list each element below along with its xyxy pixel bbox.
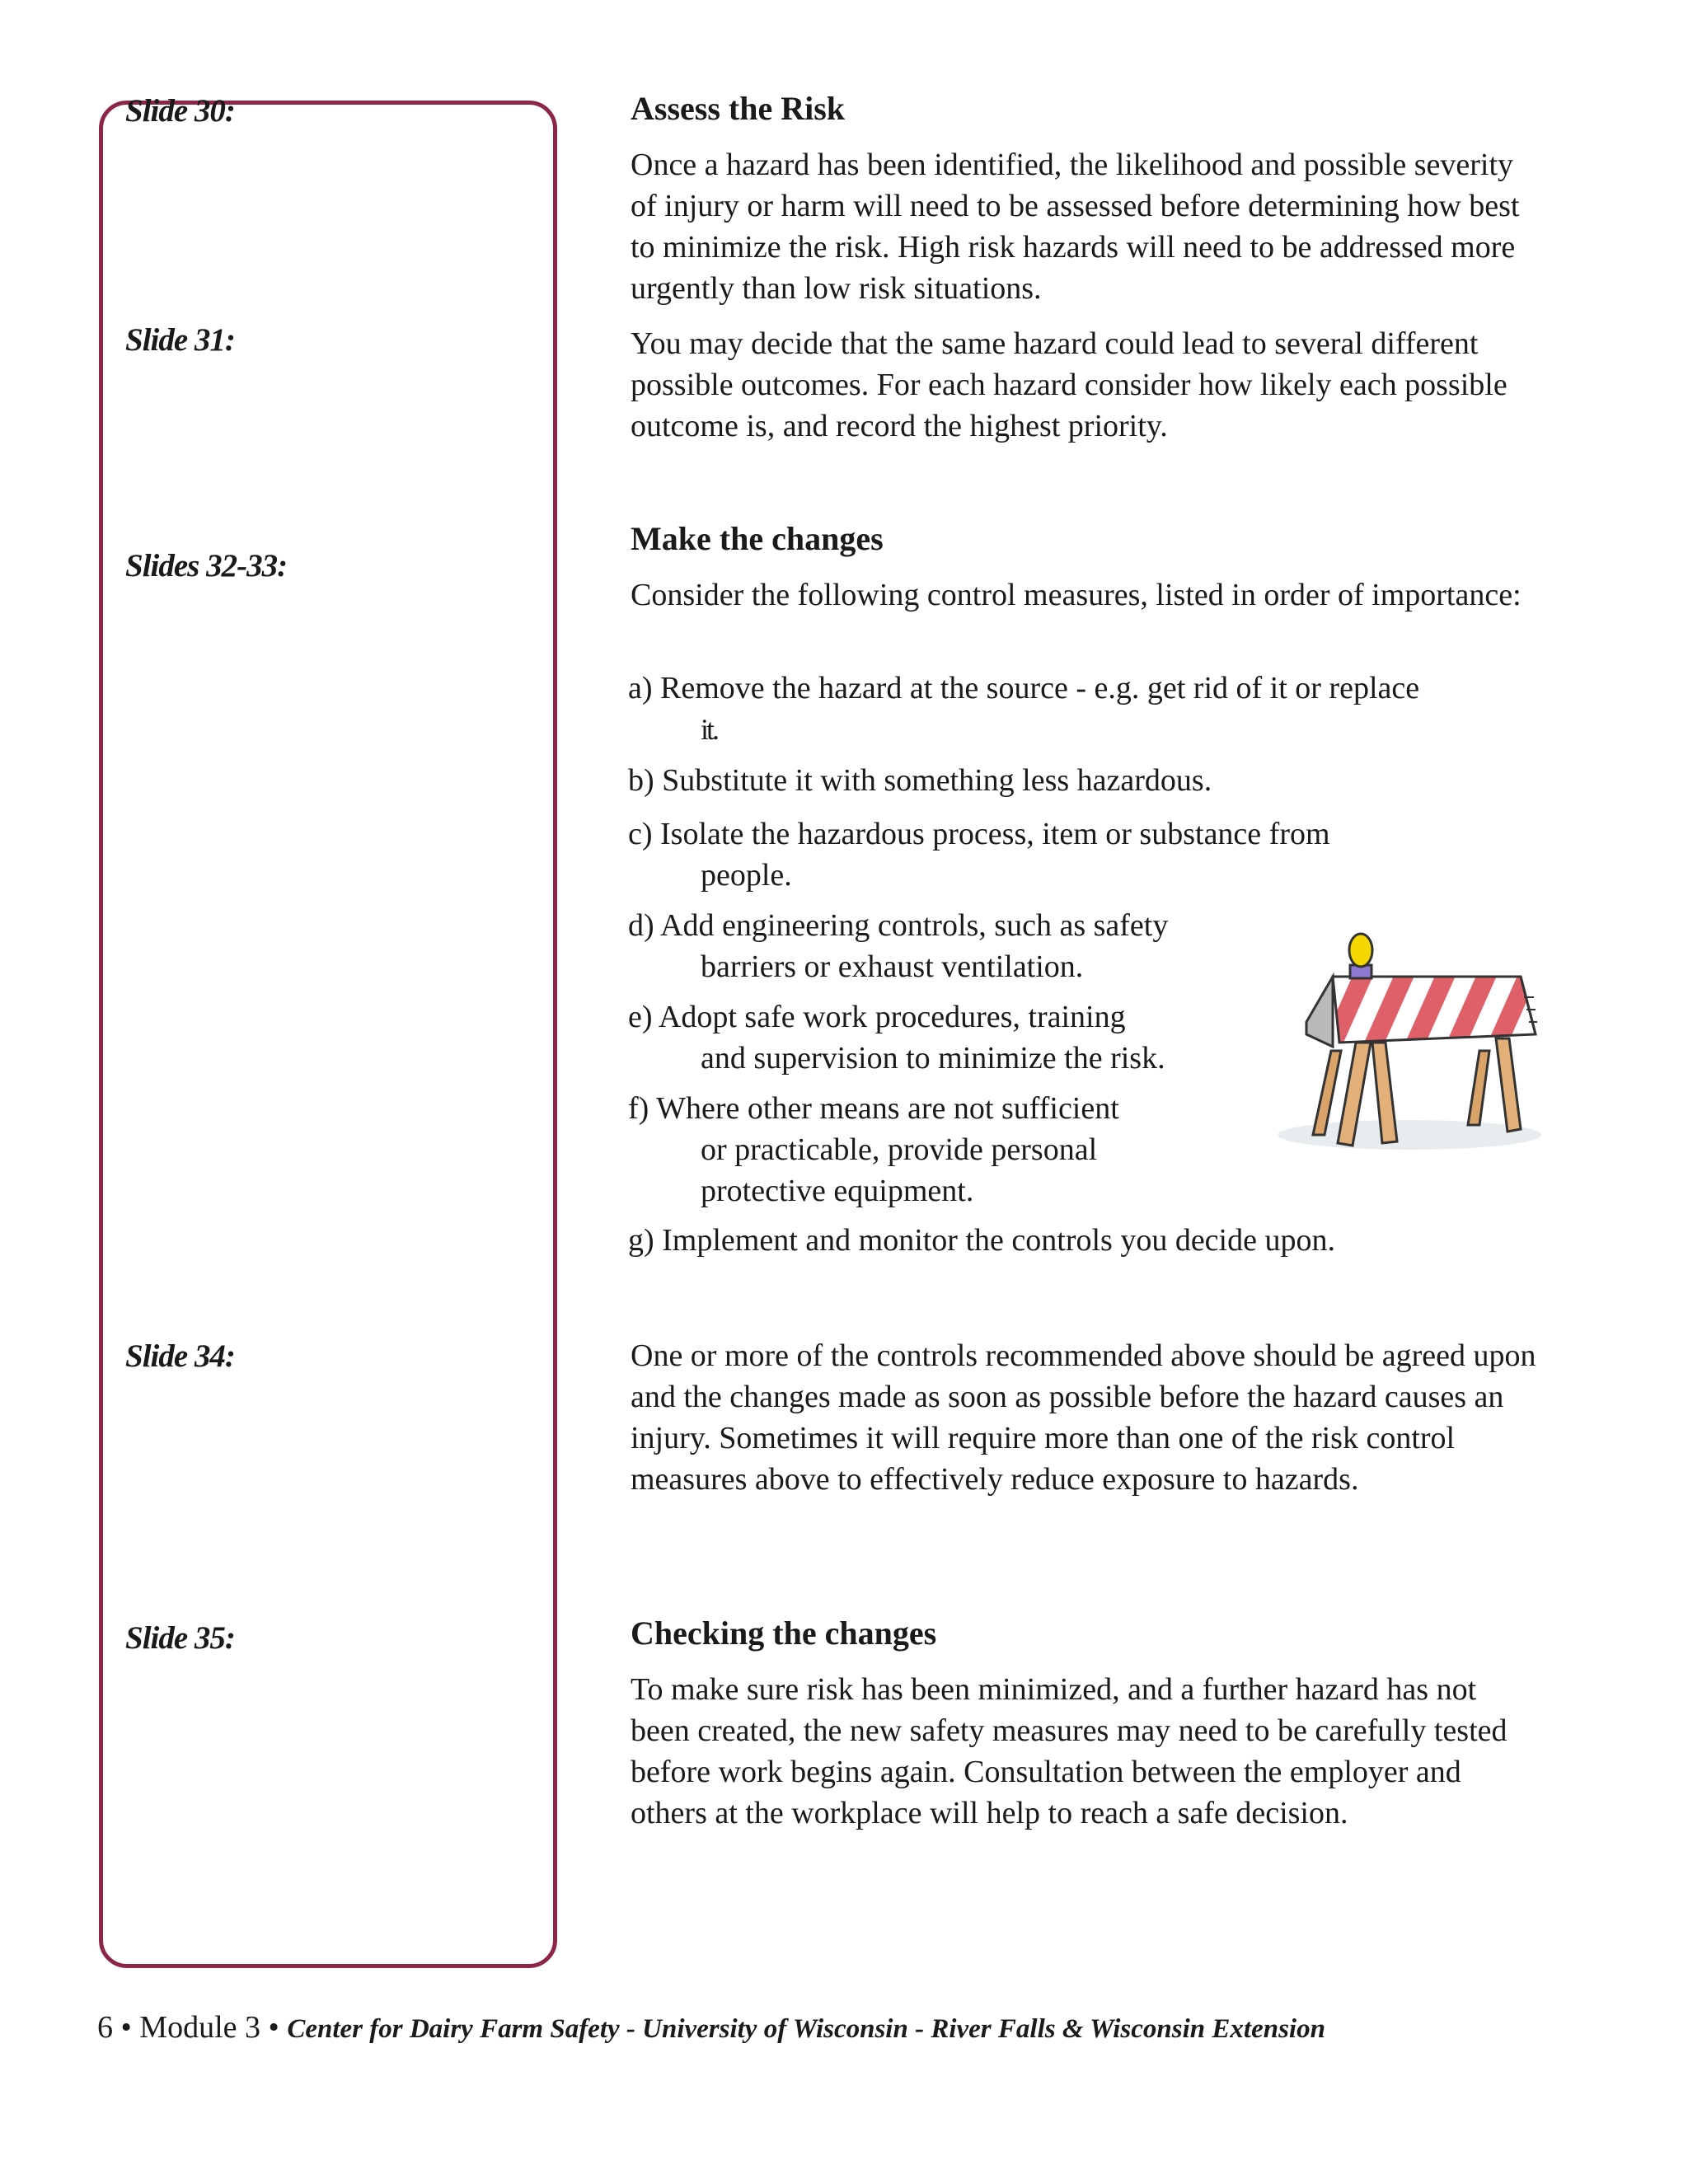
control-item-f — [628, 1088, 1119, 1212]
assess-paragraph-2: You may decide that the same hazard could lead to several different possible outcomes. For each hazard consider how likely each possible outcome is, and record the highest priority. — [631, 326, 1507, 443]
checking-paragraph: To make sure risk has been minimized, and a further hazard has not been created, the new safety measures may need to be carefully tested before work begins again. Consultation between the employer and others at the workplace will help to reach a safe decision. — [631, 1672, 1507, 1830]
slide-label-30: Slide 30: — [125, 93, 235, 129]
control-item-g — [628, 1220, 1335, 1261]
control-item-a — [628, 668, 1419, 750]
assess-heading: Assess the Risk — [631, 90, 846, 127]
control-item-text: a) Remove the hazard at the source - e.g. get rid of it or replace — [628, 671, 1420, 705]
control-item-text: g) Implement and monitor the controls you decide upon. — [628, 1223, 1335, 1258]
changes-heading: Make the changes — [631, 520, 884, 557]
footer-organization: Center for Dairy Farm Safety - University of Wisconsin - River Falls & Wisconsin Extension — [287, 2014, 1325, 2044]
control-item-text: c) Isolate the hazardous process, item or substance from — [628, 817, 1330, 851]
control-item-continuation: it. — [701, 713, 718, 746]
notes-sidebar-frame — [99, 101, 557, 1968]
control-item-text: f) Where other means are not sufficient — [628, 1091, 1119, 1126]
slide-label-35: Slide 35: — [125, 1620, 235, 1656]
slide-label-31: Slide 31: — [125, 322, 235, 358]
slide-label-34: Slide 34: — [125, 1338, 235, 1374]
footer-page-number: 6 • Module 3 • — [97, 2010, 279, 2045]
changes-after-paragraph: One or more of the controls recommended above should be agreed upon and the changes made as soon as possible before the hazard causes an injury. Sometimes it will require more than one of the risk control measures above to effectively reduce exposure to hazards. — [631, 1338, 1536, 1497]
control-item-c — [628, 813, 1330, 896]
assess-paragraph-1: Once a hazard has been identified, the likelihood and possible severity of injury or harm will need to be assessed before determining how best to minimize the risk. High risk hazards will need to be addressed more urgently than low risk situations. — [631, 148, 1520, 306]
control-item-continuation: or practicable, provide personal — [701, 1132, 1098, 1167]
construction-barrier-icon — [1273, 919, 1545, 1158]
page-footer — [97, 2009, 1325, 2046]
control-item-continuation: and supervision to minimize the risk. — [701, 1041, 1165, 1076]
control-item-continuation: protective equipment. — [701, 1174, 974, 1208]
control-item-d — [628, 905, 1168, 987]
checking-heading: Checking the changes — [631, 1615, 937, 1652]
control-item-text: d) Add engineering controls, such as safety — [628, 908, 1169, 943]
control-item-text: b) Substitute it with something less hazardous. — [628, 763, 1212, 798]
control-item-continuation: people. — [701, 858, 792, 893]
control-item-e — [628, 996, 1165, 1079]
control-item-text: e) Adopt safe work procedures, training — [628, 1000, 1126, 1034]
slide-label-32-33: Slides 32-33: — [125, 548, 288, 583]
control-item-continuation: barriers or exhaust ventilation. — [701, 949, 1084, 984]
control-item-b — [628, 760, 1212, 801]
changes-intro: Consider the following control measures, listed in order of importance: — [631, 578, 1522, 612]
